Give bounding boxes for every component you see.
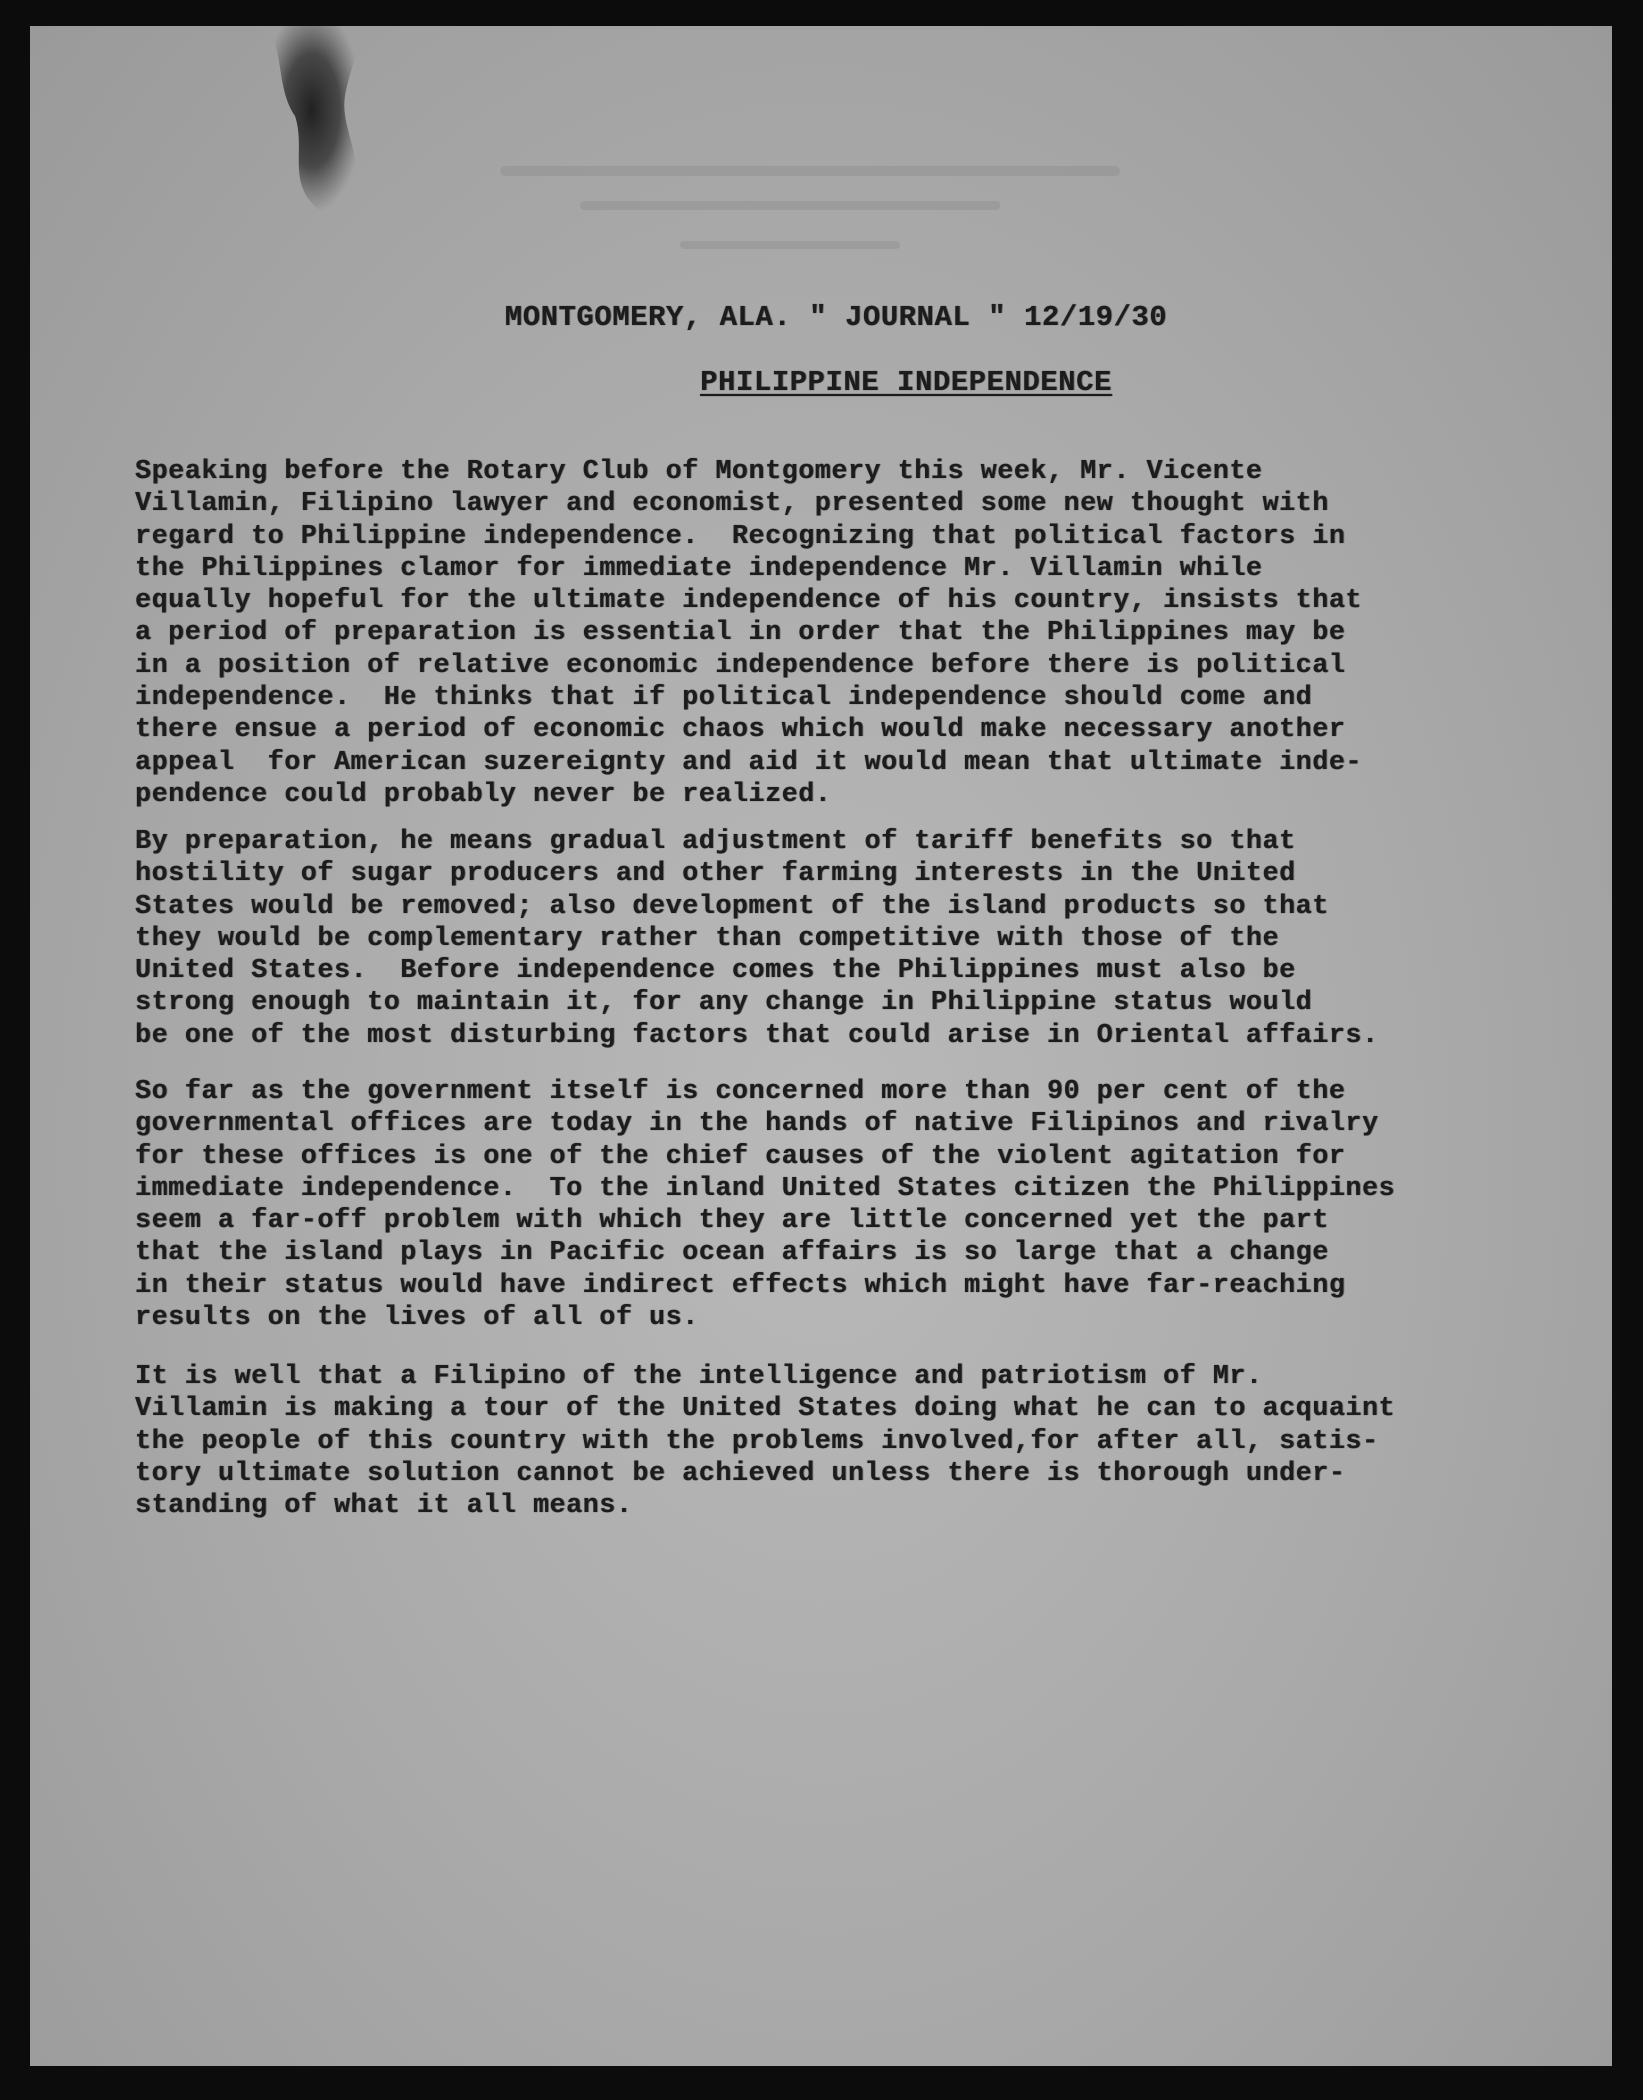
text-line: tory ultimate solution cannot be achieved unless there is thorough under- (135, 1458, 1346, 1489)
page-title (30, 366, 1612, 399)
text-line: in their status would have indirect effects which might have far-reaching (135, 1270, 1346, 1301)
text-line: Speaking before the Rotary Club of Montgomery this week, Mr. Vicente (135, 457, 1263, 487)
text-line: they would be complementary rather than competitive with those of the (135, 923, 1280, 954)
text-line: be one of the most disturbing factors that could arise in Oriental affairs. (135, 1020, 1379, 1051)
text-line: a period of preparation is essential in order that the Philippines may be (135, 618, 1346, 649)
faint-bleedthrough (460, 156, 1160, 276)
text-line: equally hopeful for the ultimate independence of his country, insists that (135, 586, 1362, 617)
text-line: governmental offices are today in the hands of native Filipinos and rivalry (135, 1109, 1379, 1140)
text-line: By preparation, he means gradual adjustment of tariff benefits so that (135, 827, 1296, 857)
text-line: So far as the government itself is concerned more than 90 per cent of the (135, 1077, 1346, 1107)
text-line: United States. Before independence comes the Philippines must also be (135, 956, 1296, 987)
text-line: immediate independence. To the inland United States citizen the Philippines (135, 1173, 1396, 1204)
text-line: appeal for American suzereignty and aid it would mean that ultimate inde- (135, 747, 1362, 778)
paragraph-2 (135, 826, 1595, 1052)
text-line: results on the lives of all of us. (135, 1303, 699, 1334)
text-line: regard to Philippine independence. Recognizing that political factors in (135, 521, 1346, 552)
text-line: independence. He thinks that if political independence should come and (135, 683, 1313, 714)
text-line: for these offices is one of the chief causes of the violent agitation for (135, 1141, 1346, 1172)
text-line: the people of this country with the problems involved,for after all, satis- (135, 1426, 1379, 1457)
dateline: MONTGOMERY, ALA. " JOURNAL " 12/19/30 (504, 301, 1168, 334)
paragraph-3 (135, 1076, 1595, 1334)
paragraph-1 (135, 456, 1595, 811)
text-line: standing of what it all means. (135, 1491, 633, 1522)
text-line: Villamin is making a tour of the United States doing what he can to acquaint (135, 1394, 1396, 1425)
text-line: the Philippines clamor for immediate independence Mr. Villamin while (135, 553, 1263, 584)
text-line: that the island plays in Pacific ocean affairs is so large that a change (135, 1238, 1329, 1269)
text-line: in a position of relative economic independence before there is political (135, 650, 1346, 681)
text-line: strong enough to maintain it, for any change in Philippine status would (135, 988, 1313, 1019)
text-line: hostility of sugar producers and other farming interests in the United (135, 859, 1296, 890)
text-line: there ensue a period of economic chaos which would make necessary another (135, 715, 1346, 746)
text-line: States would be removed; also development of the island products so that (135, 891, 1329, 922)
text-line: seem a far-off problem with which they are little concerned yet the part (135, 1206, 1329, 1237)
headline-text: PHILIPPINE INDEPENDENCE (700, 366, 1112, 399)
typed-page (30, 26, 1612, 2066)
text-line: Villamin, Filipino lawyer and economist, presented some new thought with (135, 489, 1329, 520)
text-line: It is well that a Filipino of the intelligence and patriotism of Mr. (135, 1362, 1263, 1392)
text-line: pendence could probably never be realized. (135, 779, 832, 810)
ink-smudge (245, 26, 395, 236)
paragraph-4 (135, 1361, 1595, 1522)
